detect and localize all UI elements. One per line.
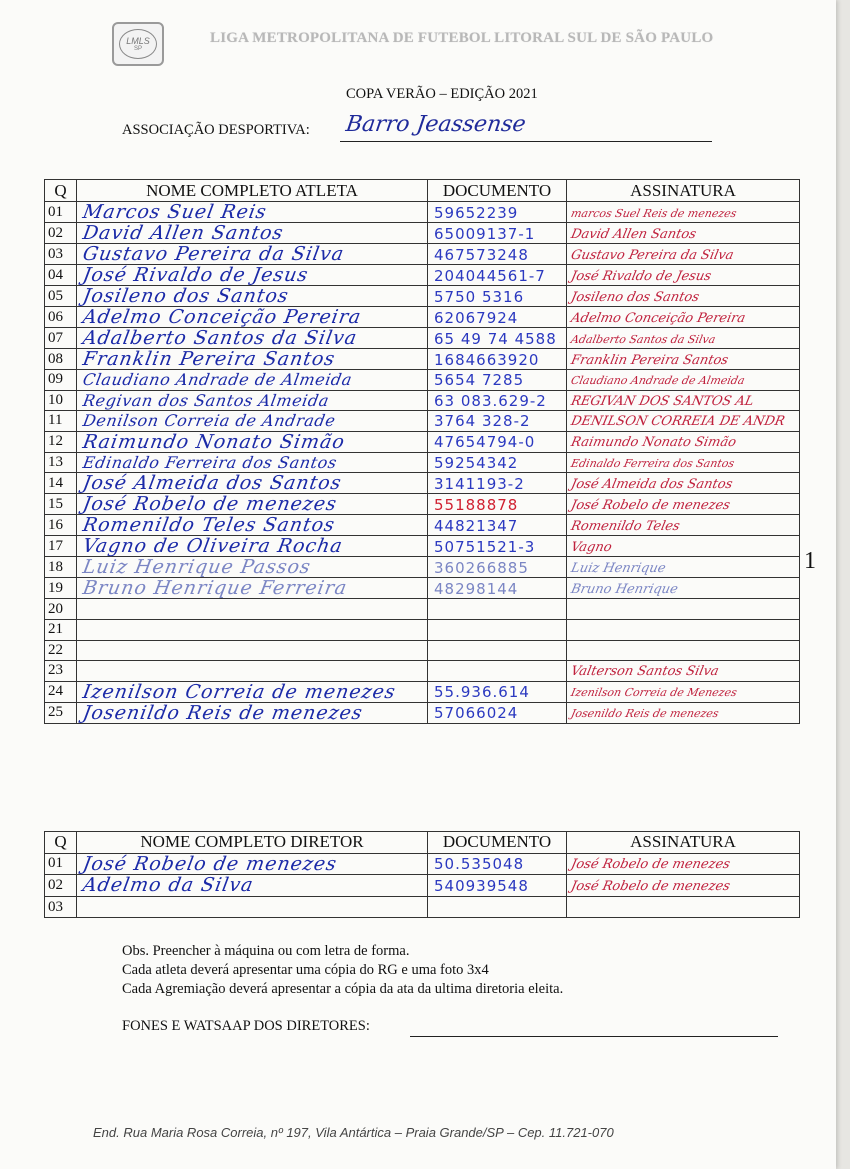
notes — [122, 942, 563, 999]
athlete-cell-sig — [567, 307, 800, 328]
col-header-document: DOCUMENTO — [428, 180, 567, 202]
athlete-cell-doc — [428, 265, 567, 286]
athlete-cell-q: 09 — [45, 370, 77, 391]
athlete-cell-doc — [428, 452, 567, 473]
athlete-cell-doc — [428, 661, 567, 682]
note-line: Cada Agremiação deverá apresentar a cópia da ata da ultima diretoria eleita. — [122, 981, 564, 997]
director-cell-doc — [428, 875, 567, 897]
athlete-cell-doc — [428, 328, 567, 349]
handwritten-signature: Izenilson Correia de Menezes — [569, 686, 739, 700]
athlete-cell-name — [77, 619, 428, 640]
col-header-signature: ASSINATURA — [567, 832, 800, 854]
note-line: Cada atleta deverá apresentar uma cópia do RG e uma foto 3x4 — [122, 962, 489, 978]
athlete-cell-name — [77, 557, 428, 578]
logo-subtext: SP — [133, 45, 142, 52]
handwritten-signature: José Robelo de menezes — [569, 497, 732, 513]
handwritten-signature: Edinaldo Ferreira dos Santos — [569, 457, 736, 471]
director-row — [45, 875, 800, 897]
handwritten-document: 65 49 74 4588 — [434, 329, 557, 348]
athlete-cell-doc — [428, 557, 567, 578]
athlete-cell-name — [77, 431, 428, 452]
athlete-cell-name — [77, 265, 428, 286]
athlete-cell-sig — [567, 244, 800, 265]
athlete-cell-sig — [567, 452, 800, 473]
athlete-cell-q: 14 — [45, 473, 77, 494]
director-cell-name — [77, 875, 428, 897]
handwritten-document: 467573248 — [434, 245, 529, 264]
handwritten-signature: Claudiano Andrade de Almeida — [569, 374, 746, 388]
athlete-cell-q: 16 — [45, 515, 77, 536]
athlete-cell-name — [77, 515, 428, 536]
athlete-cell-doc — [428, 515, 567, 536]
col-header-signature: ASSINATURA — [567, 180, 800, 202]
athlete-cell-q: 19 — [45, 578, 77, 599]
phones-line — [410, 1036, 778, 1037]
athlete-row — [45, 286, 800, 307]
athlete-cell-q: 07 — [45, 328, 77, 349]
col-header-document: DOCUMENTO — [428, 832, 567, 854]
handwritten-document: 57066024 — [434, 704, 519, 723]
athlete-cell-name — [77, 328, 428, 349]
handwritten-name: Marcos Suel Reis — [81, 201, 269, 223]
handwritten-name: Luiz Henrique Passos — [81, 556, 313, 579]
athlete-row — [45, 370, 800, 391]
handwritten-name: Claudiano Andrade de Almeida — [81, 370, 354, 390]
athlete-cell-sig — [567, 557, 800, 578]
athlete-cell-sig — [567, 599, 800, 620]
athlete-cell-doc — [428, 578, 567, 599]
athlete-cell-sig — [567, 619, 800, 640]
handwritten-name: José Robelo de menezes — [81, 493, 339, 516]
handwritten-signature: Raimundo Nonato Simão — [569, 435, 738, 451]
handwritten-name: Adalberto Santos da Silva — [81, 327, 360, 349]
handwritten-document: 48298144 — [434, 579, 519, 598]
director-cell-sig — [567, 853, 800, 875]
director-cell-doc — [428, 896, 567, 918]
athlete-cell-q: 23 — [45, 661, 77, 682]
athlete-cell-sig — [567, 202, 800, 223]
athlete-row — [45, 244, 800, 265]
athlete-cell-doc — [428, 702, 567, 723]
athlete-row — [45, 349, 800, 370]
athlete-row — [45, 202, 800, 223]
athletes-table — [44, 179, 800, 724]
handwritten-signature: DENILSON CORREIA DE ANDR — [569, 414, 787, 430]
athlete-cell-name — [77, 473, 428, 494]
athlete-cell-sig — [567, 390, 800, 411]
athlete-cell-sig — [567, 349, 800, 370]
director-cell-sig — [567, 875, 800, 897]
athlete-cell-name — [77, 286, 428, 307]
athlete-row — [45, 431, 800, 452]
handwritten-document: 63 083.629-2 — [434, 391, 547, 410]
logo-emblem — [119, 29, 157, 59]
handwritten-signature: Luiz Henrique — [569, 560, 668, 576]
handwritten-signature: José Robelo de menezes — [569, 857, 732, 873]
athlete-cell-q: 13 — [45, 452, 77, 473]
handwritten-signature: José Almeida dos Santos — [569, 476, 734, 492]
footer-address: End. Rua Maria Rosa Correia, nº 197, Vila Antártica – Praia Grande/SP – Cep. 11.721-070 — [93, 1125, 614, 1140]
athlete-cell-sig — [567, 286, 800, 307]
handwritten-document: 59254342 — [434, 454, 519, 473]
handwritten-document: 44821347 — [434, 516, 519, 535]
page-number: 1 — [804, 548, 816, 574]
handwritten-document: 55.936.614 — [434, 683, 530, 702]
handwritten-name: Josileno dos Santos — [81, 285, 291, 307]
director-row — [45, 896, 800, 918]
athlete-cell-q: 04 — [45, 265, 77, 286]
handwritten-signature: REGIVAN DOS SANTOS AL — [569, 393, 756, 409]
handwritten-signature: Gustavo Pereira da Silva — [569, 247, 735, 263]
handwritten-document: 3764 328-2 — [434, 412, 531, 431]
handwritten-name: Adelmo da Silva — [81, 874, 256, 897]
athlete-row — [45, 557, 800, 578]
handwritten-document: 50.535048 — [434, 855, 525, 874]
handwritten-name: Edinaldo Ferreira dos Santos — [81, 453, 339, 473]
athlete-cell-q: 20 — [45, 599, 77, 620]
director-cell-q: 02 — [45, 875, 77, 897]
handwritten-name: Gustavo Pereira da Silva — [81, 243, 347, 265]
handwritten-document: 360266885 — [434, 558, 529, 577]
handwritten-document: 62067924 — [434, 308, 519, 327]
col-header-name: NOME COMPLETO ATLETA — [77, 180, 428, 202]
directors-header-row — [45, 832, 800, 854]
handwritten-signature: José Rivaldo de Jesus — [569, 268, 713, 284]
athlete-row — [45, 307, 800, 328]
athlete-cell-name — [77, 578, 428, 599]
athlete-cell-doc — [428, 370, 567, 391]
handwritten-signature: David Allen Santos — [569, 226, 698, 242]
handwritten-signature: marcos Suel Reis de menezes — [569, 206, 738, 220]
athlete-row — [45, 328, 800, 349]
handwritten-name: Franklin Pereira Santos — [81, 348, 338, 370]
athlete-cell-name — [77, 370, 428, 391]
athlete-cell-doc — [428, 619, 567, 640]
league-logo — [112, 22, 164, 66]
col-header-q: Q — [45, 832, 77, 854]
athlete-cell-doc — [428, 307, 567, 328]
athlete-cell-name — [77, 223, 428, 244]
athlete-cell-q: 02 — [45, 223, 77, 244]
athlete-row — [45, 515, 800, 536]
athlete-cell-name — [77, 349, 428, 370]
director-cell-name — [77, 896, 428, 918]
handwritten-name: Adelmo Conceição Pereira — [81, 306, 364, 328]
athlete-cell-q: 15 — [45, 494, 77, 515]
athlete-cell-q: 22 — [45, 640, 77, 661]
handwritten-signature: Bruno Henrique — [569, 581, 680, 597]
director-cell-q: 01 — [45, 853, 77, 875]
handwritten-signature: Josenildo Reis de menezes — [569, 707, 720, 721]
athlete-cell-name — [77, 599, 428, 620]
athlete-row — [45, 265, 800, 286]
athlete-cell-q: 12 — [45, 431, 77, 452]
logo-text: LMLS — [126, 35, 150, 46]
athlete-cell-q: 18 — [45, 557, 77, 578]
athlete-cell-doc — [428, 599, 567, 620]
association-value: Barro Jeassense — [344, 112, 528, 137]
handwritten-signature: Romenildo Teles — [569, 518, 682, 534]
handwritten-document: 3141193-2 — [434, 474, 525, 493]
handwritten-signature: Josileno dos Santos — [569, 289, 701, 305]
director-cell-q: 03 — [45, 896, 77, 918]
athlete-row — [45, 619, 800, 640]
handwritten-signature: Valterson Santos Silva — [569, 664, 721, 680]
handwritten-name: José Rivaldo de Jesus — [81, 264, 311, 286]
handwritten-name: Denilson Correia de Andrade — [81, 411, 338, 431]
athlete-row — [45, 661, 800, 682]
athlete-row — [45, 640, 800, 661]
athlete-cell-doc — [428, 286, 567, 307]
association-label: ASSOCIAÇÃO DESPORTIVA: — [122, 122, 310, 138]
athlete-cell-doc — [428, 390, 567, 411]
athlete-row — [45, 681, 800, 702]
athlete-cell-q: 25 — [45, 702, 77, 723]
athlete-row — [45, 411, 800, 432]
athlete-cell-name — [77, 452, 428, 473]
handwritten-document: 55188878 — [434, 495, 519, 514]
athlete-cell-doc — [428, 223, 567, 244]
association-line — [340, 141, 712, 142]
handwritten-name: José Robelo de menezes — [81, 852, 339, 875]
col-header-q: Q — [45, 180, 77, 202]
handwritten-signature: José Robelo de menezes — [569, 878, 732, 894]
athlete-cell-sig — [567, 370, 800, 391]
athlete-cell-sig — [567, 494, 800, 515]
handwritten-name: Vagno de Oliveira Rocha — [81, 535, 345, 558]
athlete-cell-name — [77, 411, 428, 432]
athlete-row — [45, 578, 800, 599]
athlete-row — [45, 390, 800, 411]
handwritten-name: Raimundo Nonato Simão — [81, 430, 347, 453]
league-title: LIGA METROPOLITANA DE FUTEBOL LITORAL SUL DE SÃO PAULO — [210, 30, 714, 46]
director-cell-doc — [428, 853, 567, 875]
athlete-cell-q: 08 — [45, 349, 77, 370]
handwritten-signature: Adalberto Santos da Silva — [569, 332, 717, 346]
handwritten-document: 59652239 — [434, 203, 519, 222]
athlete-cell-sig — [567, 681, 800, 702]
handwritten-document: 5654 7285 — [434, 371, 525, 390]
director-cell-name — [77, 853, 428, 875]
handwritten-document: 1684663920 — [434, 350, 540, 369]
handwritten-name: Izenilson Correia de menezes — [81, 680, 398, 703]
handwritten-name: David Allen Santos — [81, 222, 286, 244]
athlete-cell-sig — [567, 328, 800, 349]
athlete-row — [45, 536, 800, 557]
athlete-cell-sig — [567, 702, 800, 723]
handwritten-signature: Adelmo Conceição Pereira — [569, 310, 747, 326]
col-header-name: NOME COMPLETO DIRETOR — [77, 832, 428, 854]
athlete-cell-doc — [428, 494, 567, 515]
handwritten-name: José Almeida dos Santos — [81, 472, 344, 495]
cup-title: COPA VERÃO – EDIÇÃO 2021 — [346, 86, 538, 102]
athlete-cell-name — [77, 681, 428, 702]
handwritten-name: Regivan dos Santos Almeida — [81, 390, 331, 410]
athlete-row — [45, 223, 800, 244]
athlete-cell-name — [77, 244, 428, 265]
athlete-cell-doc — [428, 411, 567, 432]
director-cell-sig — [567, 896, 800, 918]
handwritten-document: 5750 5316 — [434, 287, 525, 306]
athlete-cell-doc — [428, 349, 567, 370]
athlete-cell-sig — [567, 515, 800, 536]
directors-table — [44, 831, 800, 918]
athlete-cell-doc — [428, 536, 567, 557]
handwritten-document: 65009137-1 — [434, 224, 536, 243]
handwritten-document: 47654794-0 — [434, 433, 536, 452]
athlete-cell-name — [77, 640, 428, 661]
athlete-row — [45, 473, 800, 494]
handwritten-signature: Franklin Pereira Santos — [569, 352, 730, 368]
handwritten-document: 540939548 — [434, 876, 529, 895]
athlete-cell-q: 21 — [45, 619, 77, 640]
athlete-cell-name — [77, 702, 428, 723]
athlete-cell-name — [77, 494, 428, 515]
athlete-cell-sig — [567, 411, 800, 432]
note-line: Obs. Preencher à máquina ou com letra de forma. — [122, 943, 410, 959]
athlete-cell-sig — [567, 223, 800, 244]
athlete-cell-sig — [567, 431, 800, 452]
athlete-cell-sig — [567, 473, 800, 494]
athlete-cell-q: 06 — [45, 307, 77, 328]
athlete-row — [45, 494, 800, 515]
handwritten-name: Josenildo Reis de menezes — [81, 701, 365, 724]
handwritten-name: Romenildo Teles Santos — [81, 514, 337, 537]
athletes-header-row — [45, 180, 800, 202]
athlete-cell-doc — [428, 202, 567, 223]
athlete-row — [45, 599, 800, 620]
athlete-cell-doc — [428, 473, 567, 494]
athlete-cell-doc — [428, 640, 567, 661]
athlete-row — [45, 452, 800, 473]
athlete-cell-name — [77, 307, 428, 328]
athlete-cell-name — [77, 202, 428, 223]
athlete-cell-q: 24 — [45, 681, 77, 702]
athlete-cell-doc — [428, 431, 567, 452]
athlete-cell-q: 10 — [45, 390, 77, 411]
athlete-cell-q: 11 — [45, 411, 77, 432]
phones-label: FONES E WATSAAP DOS DIRETORES: — [122, 1018, 370, 1034]
director-row — [45, 853, 800, 875]
athlete-cell-q: 01 — [45, 202, 77, 223]
athlete-cell-sig — [567, 661, 800, 682]
athlete-cell-q: 05 — [45, 286, 77, 307]
athlete-cell-doc — [428, 681, 567, 702]
handwritten-document: 50751521-3 — [434, 537, 536, 556]
athlete-cell-sig — [567, 640, 800, 661]
handwritten-signature: Vagno — [569, 539, 614, 555]
athlete-cell-sig — [567, 265, 800, 286]
athlete-cell-q: 03 — [45, 244, 77, 265]
athlete-cell-q: 17 — [45, 536, 77, 557]
athlete-cell-sig — [567, 578, 800, 599]
athlete-cell-name — [77, 390, 428, 411]
athlete-cell-name — [77, 536, 428, 557]
athlete-row — [45, 702, 800, 723]
athlete-cell-name — [77, 661, 428, 682]
athlete-cell-sig — [567, 536, 800, 557]
handwritten-document: 204044561-7 — [434, 266, 546, 285]
athlete-cell-doc — [428, 244, 567, 265]
handwritten-name: Bruno Henrique Ferreira — [81, 577, 350, 600]
